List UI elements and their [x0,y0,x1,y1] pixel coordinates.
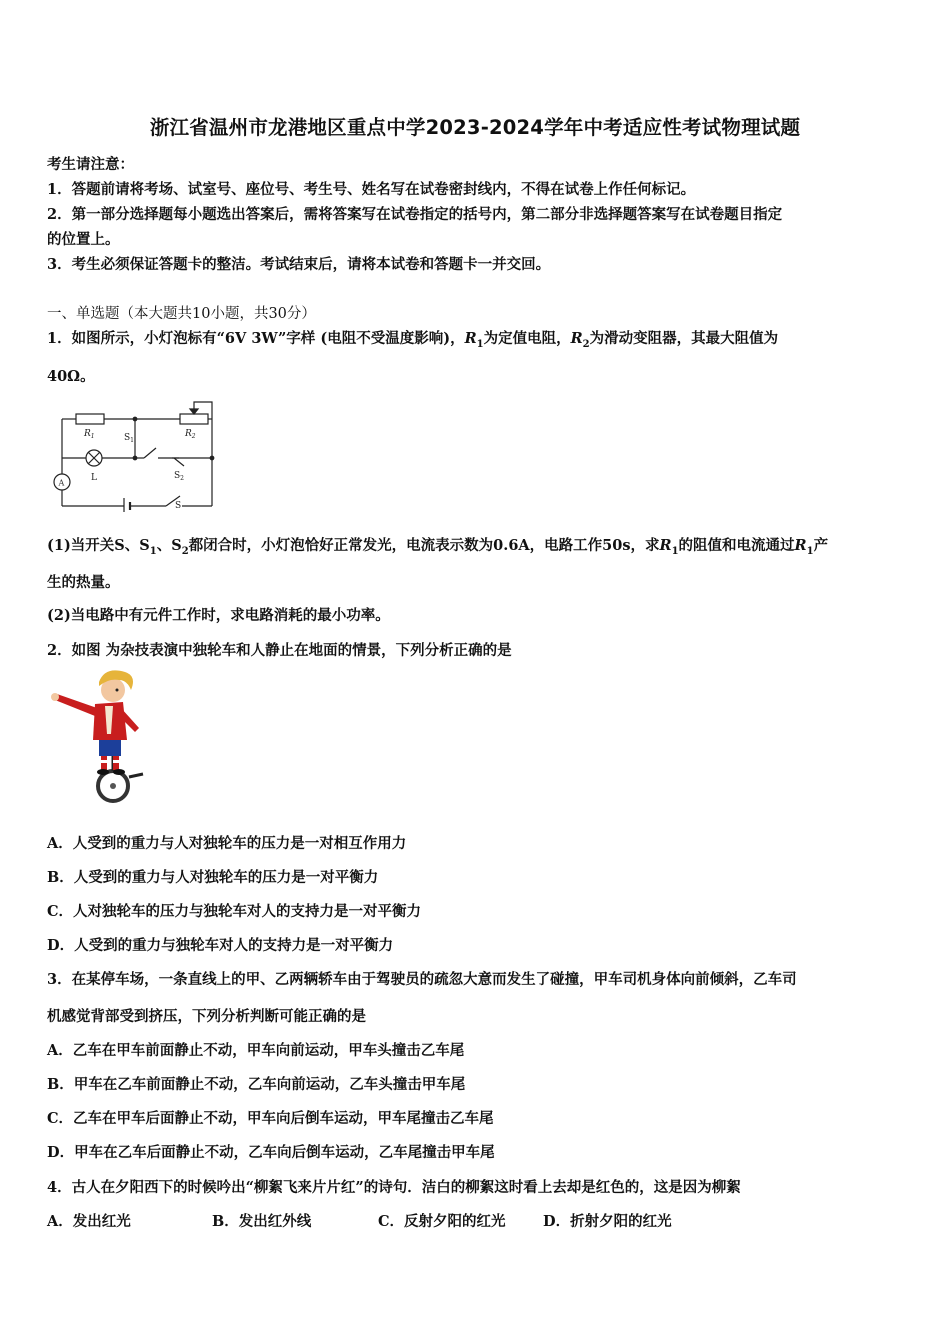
q3-option-a[interactable]: A．乙车在甲车前面静止不动，甲车向前运动，甲车头撞击乙车尾 [47,1042,465,1059]
circuit-diagram [44,396,224,512]
q1-sub1-r-sub: 1 [671,545,679,557]
sock-stripe [101,760,107,763]
q1-r1-sub: 1 [476,338,484,350]
q4-option-a[interactable]: A．发出红光 [47,1213,131,1230]
q3-option-b[interactable]: B．甲车在乙车前面静止不动，乙车向前运动，乙车头撞击甲车尾 [47,1076,466,1093]
q1-sub1-line2: 生的热量。 [47,574,120,591]
q4-stem: 4．古人在夕阳西下的时候吟出“柳絮飞来片片红”的诗句．洁白的柳絮这时看上去却是红色的，这是因为柳絮 [47,1179,741,1196]
q1-stem-mid: 为定值电阻， [483,330,571,347]
hand-left [51,693,59,701]
notice-item-1: 1．答题前请将考场、试室号、座位号、考生号、姓名写在试卷密封线内，不得在试卷上作任何标记。 [47,181,696,198]
q2-option-d[interactable]: D．人受到的重力与独轮车对人的支持力是一对平衡力 [47,937,394,954]
notice-item-2: 2．第一部分选择题每小题选出答案后，需将答案写在试卷指定的括号内，第二部分非选择题答案写在试卷题目指定 [47,206,783,223]
q3-stem-line2: 机感觉背部受到挤压，下列分析判断可能正确的是 [47,1008,366,1025]
switch-s1[interactable] [144,448,156,458]
eye [116,689,119,692]
q1-sub1-r2-sub: 1 [806,545,814,557]
resistor-r2 [180,414,208,424]
switch-s2[interactable] [174,458,184,466]
section-heading: 一、单选题（本大题共10小题，共30分） [47,306,316,322]
exam-title: 浙江省温州市龙港地区重点中学2023-2024学年中考适应性考试物理试题 [149,116,801,139]
q1-sub2: (2)当电路中有元件工作时，求电路消耗的最小功率。 [47,607,390,624]
q1-stem-line2: 40Ω。 [47,368,95,385]
q1-r2-sub: 2 [582,338,590,350]
q2-option-b[interactable]: B．人受到的重力与人对独轮车的压力是一对平衡力 [47,869,379,886]
q1-sub1 [47,534,828,557]
q3-stem: 3．在某停车场，一条直线上的甲、乙两辆轿车由于驾驶员的疏忽大意而发生了碰撞，甲车司机身体向前倾斜，乙车司 [47,971,797,988]
notice-item-3: 3．考生必须保证答题卡的整洁。考试结束后，请将本试卷和答题卡一并交回。 [47,256,551,273]
q1-sub1-s1: 1 [149,545,157,557]
notice-item-2-cont: 的位置上。 [47,231,120,248]
q4-option-d[interactable]: D．折射夕阳的红光 [543,1213,672,1230]
q4-option-c[interactable]: C．反射夕阳的红光 [378,1213,506,1230]
q3-option-c[interactable]: C．乙车在甲车后面静止不动，甲车向后倒车运动，甲车尾撞击乙车尾 [47,1110,494,1127]
arm-left [55,694,97,716]
q3-option-d[interactable]: D．甲车在乙车后面静止不动，乙车向后倒车运动，乙车尾撞击甲车尾 [47,1144,495,1161]
q1-sub1-b: 、S [156,537,182,554]
notice-heading: 考生请注意： [47,156,134,173]
q1-sub1-r2: R [794,537,807,554]
q1-sub1-d: 的阻值和电流通过 [678,537,795,554]
wheel-hub [110,783,116,789]
junction-dot [133,417,137,421]
q4-option-b[interactable]: B．发出红外线 [212,1213,312,1230]
label-s: S [175,501,182,511]
label-s2: $S_2$ [174,471,184,482]
junction-dot [210,456,214,460]
slider-wire [194,402,212,506]
q1-stem-text: 1．如图所示，小灯泡标有“6V 3W”字样 (电阻不受温度影响)， [47,330,465,347]
q1-stem-tail: 为滑动变阻器，其最大阻值为 [589,330,779,347]
slider-arrow [190,409,198,414]
label-r2: $R_2$ [185,429,196,440]
q1-sub1-c: 都闭合时，小灯泡恰好正常发光，电流表示数为0.6A，电路工作50s，求 [188,537,660,554]
label-s1: $S_1$ [124,433,134,444]
q2-option-a[interactable]: A．人受到的重力与人对独轮车的压力是一对相互作用力 [47,835,407,852]
q1-sub1-e: 产 [813,537,829,554]
unicycle-figure [47,664,147,806]
q1-sub1-s2: 2 [181,545,189,557]
q2-stem: 2．如图 为杂技表演中独轮车和人静止在地面的情景，下列分析正确的是 [47,642,512,659]
label-a: A [58,478,65,488]
unicycle-pedal [129,774,143,777]
label-l: L [91,473,97,483]
q2-option-c[interactable]: C．人对独轮车的压力与独轮车对人的支持力是一对平衡力 [47,903,422,920]
shoe-right [113,769,125,775]
q1-r1-symbol: R [464,330,477,347]
q1-stem [47,327,778,350]
shoe-left [97,769,109,775]
q1-r2-symbol: R [570,330,583,347]
resistor-r1 [76,414,104,424]
q1-sub1-r: R [659,537,672,554]
q1-sub1-a: (1)当开关S、S [47,537,150,554]
label-r1: $R_1$ [84,429,95,440]
sock-stripe [113,760,119,763]
